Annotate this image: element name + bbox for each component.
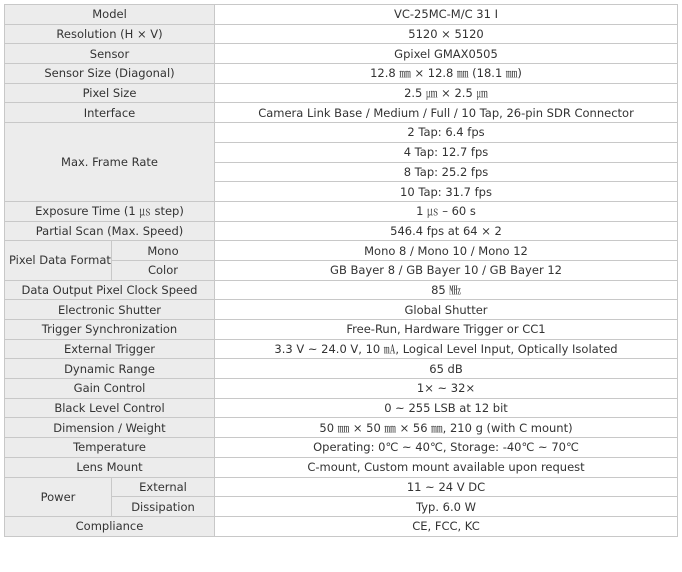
spec-row-pixel-format-mono	[5, 241, 678, 261]
spec-row-model	[5, 5, 678, 25]
spec-row-pixel-size	[5, 83, 678, 103]
spec-label: Compliance	[5, 516, 215, 536]
spec-row-sensor-size	[5, 64, 678, 84]
spec-label: Exposure Time (1 ㎲ step)	[5, 201, 215, 221]
spec-value: 8 Tap: 25.2 fps	[215, 162, 678, 182]
spec-row-gain	[5, 379, 678, 399]
spec-value: Operating: 0℃ ~ 40℃, Storage: -40℃ ~ 70℃	[215, 438, 678, 458]
spec-label: Max. Frame Rate	[5, 123, 215, 202]
spec-label: Partial Scan (Max. Speed)	[5, 221, 215, 241]
spec-value: C-mount, Custom mount available upon request	[215, 457, 678, 477]
spec-value: Typ. 6.0 W	[215, 497, 678, 517]
spec-label: Pixel Size	[5, 83, 215, 103]
spec-value: 85 ㎒	[215, 280, 678, 300]
spec-table	[4, 4, 678, 537]
spec-value: CE, FCC, KC	[215, 516, 678, 536]
spec-value: Free-Run, Hardware Trigger or CC1	[215, 320, 678, 340]
spec-value: 65 dB	[215, 359, 678, 379]
spec-row-frame-rate	[5, 123, 678, 143]
spec-value: Global Shutter	[215, 300, 678, 320]
spec-sublabel: Color	[112, 260, 215, 280]
spec-label: Dimension / Weight	[5, 418, 215, 438]
spec-label: External Trigger	[5, 339, 215, 359]
spec-value: 2 Tap: 6.4 fps	[215, 123, 678, 143]
spec-label: Pixel Data Format	[5, 241, 112, 280]
spec-value: 4 Tap: 12.7 fps	[215, 142, 678, 162]
spec-label: Data Output Pixel Clock Speed	[5, 280, 215, 300]
spec-label: Lens Mount	[5, 457, 215, 477]
spec-row-dimension	[5, 418, 678, 438]
spec-row-resolution	[5, 24, 678, 44]
spec-row-compliance	[5, 516, 678, 536]
spec-value: 0 ~ 255 LSB at 12 bit	[215, 398, 678, 418]
spec-value: 1× ~ 32×	[215, 379, 678, 399]
spec-label: Resolution (H × V)	[5, 24, 215, 44]
spec-row-trigger-sync	[5, 320, 678, 340]
spec-row-ext-trigger	[5, 339, 678, 359]
spec-label: Electronic Shutter	[5, 300, 215, 320]
spec-row-sensor	[5, 44, 678, 64]
spec-label: Black Level Control	[5, 398, 215, 418]
spec-row-power-external	[5, 477, 678, 497]
spec-value: Mono 8 / Mono 10 / Mono 12	[215, 241, 678, 261]
spec-row-clock-speed	[5, 280, 678, 300]
spec-value: Gpixel GMAX0505	[215, 44, 678, 64]
spec-row-temperature	[5, 438, 678, 458]
spec-value: 11 ~ 24 V DC	[215, 477, 678, 497]
spec-label: Gain Control	[5, 379, 215, 399]
spec-value: 5120 × 5120	[215, 24, 678, 44]
spec-value: 12.8 ㎜ × 12.8 ㎜ (18.1 ㎜)	[215, 64, 678, 84]
spec-sublabel: Mono	[112, 241, 215, 261]
spec-value: 2.5 ㎛ × 2.5 ㎛	[215, 83, 678, 103]
spec-row-partial-scan	[5, 221, 678, 241]
spec-label: Model	[5, 5, 215, 25]
spec-label: Sensor	[5, 44, 215, 64]
spec-label: Power	[5, 477, 112, 516]
spec-value: 50 ㎜ × 50 ㎜ × 56 ㎜, 210 g (with C mount)	[215, 418, 678, 438]
spec-value: VC-25MC-M/C 31 I	[215, 5, 678, 25]
spec-label: Temperature	[5, 438, 215, 458]
spec-row-lens-mount	[5, 457, 678, 477]
spec-row-exposure	[5, 201, 678, 221]
spec-value: 3.3 V ~ 24.0 V, 10 ㎃, Logical Level Input, Optically Isolated	[215, 339, 678, 359]
spec-row-dynamic-range	[5, 359, 678, 379]
spec-label: Sensor Size (Diagonal)	[5, 64, 215, 84]
spec-row-shutter	[5, 300, 678, 320]
spec-label: Dynamic Range	[5, 359, 215, 379]
spec-label: Trigger Synchronization	[5, 320, 215, 340]
spec-value: 546.4 fps at 64 × 2	[215, 221, 678, 241]
spec-row-interface	[5, 103, 678, 123]
spec-value: 10 Tap: 31.7 fps	[215, 182, 678, 202]
spec-value: Camera Link Base / Medium / Full / 10 Tap, 26-pin SDR Connector	[215, 103, 678, 123]
spec-sublabel: External	[112, 477, 215, 497]
spec-sublabel: Dissipation	[112, 497, 215, 517]
spec-row-black-level	[5, 398, 678, 418]
spec-value: 1 ㎲ – 60 s	[215, 201, 678, 221]
spec-label: Interface	[5, 103, 215, 123]
spec-value: GB Bayer 8 / GB Bayer 10 / GB Bayer 12	[215, 260, 678, 280]
